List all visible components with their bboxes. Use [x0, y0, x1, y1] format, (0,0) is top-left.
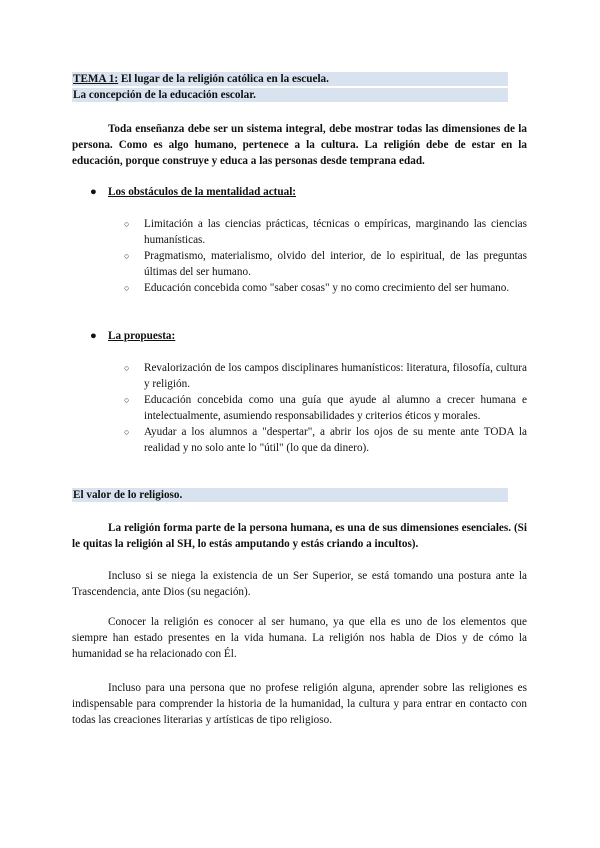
section2-heading [72, 488, 508, 502]
obstaculo-text: Limitación a las ciencias prácticas, técnicas o empíricas, marginando las ciencias humanísticas. [144, 218, 527, 246]
paragraph-3: Incluso para una persona que no profese religión alguna, aprender sobre las religiones es indispensable para comprender la historia de la humanidad, la cultura y para entrar en contacto con todas las creaciones literarias y artísticas de tipo religioso. [72, 682, 527, 726]
propuesta-item [124, 392, 527, 424]
section2-heading-text: El valor de lo religioso. [73, 489, 183, 501]
sub-bullet-icon: ○ [124, 283, 130, 293]
propuesta-item [124, 424, 527, 456]
tema-heading [72, 72, 508, 86]
tema-title: El lugar de la religión católica en la escuela. [118, 73, 329, 85]
obstaculo-item [124, 280, 527, 296]
section-subtitle-text: La concepción de la educación escolar. [73, 89, 256, 101]
propuesta-text: Educación concebida como una guía que ayude al alumno a crecer humana e intelectualmente, asumiendo responsabilidades y criterios éticos y morales. [144, 394, 527, 422]
propuesta-heading-text: La propuesta: [108, 330, 176, 342]
intro-paragraph: Toda enseñanza debe ser un sistema integral, debe mostrar todas las dimensiones de la persona. Como es algo humano, pertenece a la cultura. La religión debe de estar en la educación, porque construye y educa a las personas desde temprana edad. [72, 123, 527, 167]
obstaculo-text: Pragmatismo, materialismo, olvido del interior, de lo espiritual, de las preguntas últimas del ser humano. [144, 250, 527, 278]
propuesta-heading [90, 328, 175, 344]
bullet-icon: ● [90, 186, 97, 198]
obstaculos-heading-text: Los obstáculos de la mentalidad actual: [108, 186, 297, 198]
sub-bullet-icon: ○ [124, 219, 130, 229]
propuesta-text: Revalorización de los campos disciplinares humanísticos: literatura, filosofía, cultura y religión. [144, 362, 527, 390]
paragraph-2: Conocer la religión es conocer al ser humano, ya que ella es uno de los elementos que siempre han estado presentes en la vida humana. La religión nos habla de Dios y de cómo la humanidad se ha relacionado con Él. [72, 616, 527, 660]
obstaculo-item [124, 248, 527, 280]
propuesta-text: Ayudar a los alumnos a "despertar", a abrir los ojos de su mente ante TODA la realidad y no solo ante lo "útil" (lo que da dinero). [144, 426, 527, 454]
obstaculo-item [124, 216, 527, 248]
sub-bullet-icon: ○ [124, 363, 130, 373]
obstaculo-text: Educación concebida como "saber cosas" y no como crecimiento del ser humano. [144, 282, 510, 294]
tema-label: TEMA 1: [73, 73, 119, 85]
section2-bold-paragraph: La religión forma parte de la persona humana, es una de sus dimensiones esenciales. (Si le quitas la religión al SH, lo estás amputando y estás criando a incultos). [72, 522, 527, 550]
paragraph-1: Incluso si se niega la existencia de un Ser Superior, se está tomando una postura ante la Trascendencia, ante Dios (su negación). [72, 570, 527, 598]
sub-bullet-icon: ○ [124, 251, 130, 261]
obstaculos-heading [90, 184, 296, 200]
sub-bullet-icon: ○ [124, 395, 130, 405]
propuesta-item [124, 360, 527, 392]
sub-bullet-icon: ○ [124, 427, 130, 437]
bullet-icon: ● [90, 330, 97, 342]
section-subtitle [72, 88, 508, 102]
